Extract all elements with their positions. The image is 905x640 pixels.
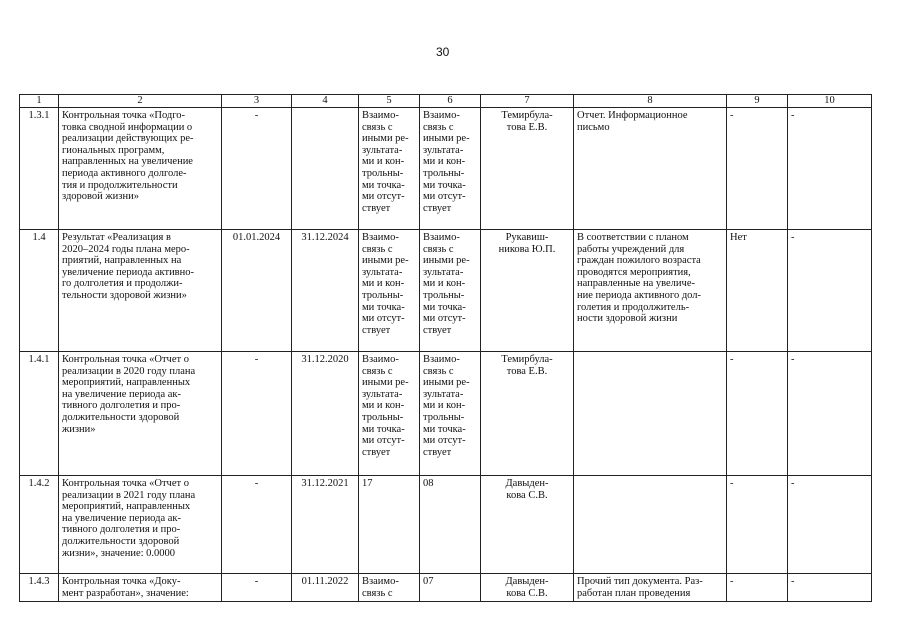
row-name: Контрольная точка «Подго- товка сводной информации о реализации действующих ре- гиональных программ, направленных на увеличение периода активного долголе- тия и продолжительности здоровой жизни» — [59, 108, 222, 230]
row-responsible: Темирбула- това Е.В. — [481, 108, 574, 230]
table-row — [20, 230, 872, 352]
row-responsible: Рукавиш- никова Ю.П. — [481, 230, 574, 352]
row-column-5: Взаимо- связь с иными ре- зультата- ми и кон- трольны- ми точка- ми отсут- ствует — [359, 230, 420, 352]
row-end-date: 31.12.2021 — [292, 476, 359, 574]
row-number: 1.4 — [20, 230, 59, 352]
row-name: Контрольная точка «Отчет о реализации в 2021 году плана мероприятий, направленных на увеличение периода ак- тивного долголетия и про- должительности здоровой жизни», значение: 0.0000 — [59, 476, 222, 574]
row-end-date: 01.11.2022 — [292, 574, 359, 602]
row-end-date — [292, 108, 359, 230]
row-column-9: - — [727, 352, 788, 476]
row-column-9: - — [727, 108, 788, 230]
row-column-9: - — [727, 574, 788, 602]
row-column-5: Взаимо- связь с иными ре- зультата- ми и кон- трольны- ми точка- ми отсут- ствует — [359, 352, 420, 476]
row-column-6: Взаимо- связь с иными ре- зультата- ми и кон- трольны- ми точка- ми отсут- ствует — [420, 230, 481, 352]
row-column-10: - — [788, 230, 872, 352]
column-header: 9 — [727, 95, 788, 108]
row-column-6: Взаимо- связь с иными ре- зультата- ми и кон- трольны- ми точка- ми отсут- ствует — [420, 108, 481, 230]
column-header: 2 — [59, 95, 222, 108]
row-column-10: - — [788, 352, 872, 476]
row-column-9: - — [727, 476, 788, 574]
row-name: Результат «Реализация в 2020–2024 годы плана меро- приятий, направленных на увеличение периода активно- го долголетия и продолжи- тельности здоровой жизни» — [59, 230, 222, 352]
row-column-8 — [574, 352, 727, 476]
row-column-10: - — [788, 476, 872, 574]
table-row — [20, 574, 872, 602]
row-column-10: - — [788, 108, 872, 230]
page-number: 30 — [436, 45, 450, 59]
column-header: 10 — [788, 95, 872, 108]
row-column-8: Отчет. Информационное письмо — [574, 108, 727, 230]
row-number: 1.4.2 — [20, 476, 59, 574]
column-header: 5 — [359, 95, 420, 108]
row-start-date: - — [222, 352, 292, 476]
control-points-table — [19, 94, 872, 602]
row-responsible: Давыден- кова С.В. — [481, 574, 574, 602]
row-column-6: 07 — [420, 574, 481, 602]
column-header: 6 — [420, 95, 481, 108]
table-row — [20, 352, 872, 476]
row-start-date: - — [222, 476, 292, 574]
row-number: 1.4.1 — [20, 352, 59, 476]
row-start-date: - — [222, 108, 292, 230]
table-header-row — [20, 95, 872, 108]
row-column-5: Взаимо- связь с — [359, 574, 420, 602]
row-responsible: Темирбула- това Е.В. — [481, 352, 574, 476]
row-column-8 — [574, 476, 727, 574]
row-column-5: Взаимо- связь с иными ре- зультата- ми и кон- трольны- ми точка- ми отсут- ствует — [359, 108, 420, 230]
row-end-date: 31.12.2020 — [292, 352, 359, 476]
row-column-5: 17 — [359, 476, 420, 574]
row-start-date: - — [222, 574, 292, 602]
row-column-10: - — [788, 574, 872, 602]
column-header: 4 — [292, 95, 359, 108]
row-number: 1.4.3 — [20, 574, 59, 602]
row-column-8: В соответствии с планом работы учреждений для граждан пожилого возраста проводятся мероприятия, направленные на увеличе- ние периода активного дол- голетия и продолжитель- ности здоровой жизни — [574, 230, 727, 352]
row-end-date: 31.12.2024 — [292, 230, 359, 352]
row-number: 1.3.1 — [20, 108, 59, 230]
column-header: 7 — [481, 95, 574, 108]
table-row — [20, 108, 872, 230]
row-column-9: Нет — [727, 230, 788, 352]
row-responsible: Давыден- кова С.В. — [481, 476, 574, 574]
row-name: Контрольная точка «Доку- мент разработан», значение: — [59, 574, 222, 602]
row-start-date: 01.01.2024 — [222, 230, 292, 352]
column-header: 8 — [574, 95, 727, 108]
row-column-8: Прочий тип документа. Раз- работан план проведения — [574, 574, 727, 602]
table-row — [20, 476, 872, 574]
column-header: 1 — [20, 95, 59, 108]
column-header: 3 — [222, 95, 292, 108]
row-column-6: 08 — [420, 476, 481, 574]
row-name: Контрольная точка «Отчет о реализации в 2020 году плана мероприятий, направленных на увеличение периода ак- тивного долголетия и про- должительности здоровой жизни» — [59, 352, 222, 476]
row-column-6: Взаимо- связь с иными ре- зультата- ми и кон- трольны- ми точка- ми отсут- ствует — [420, 352, 481, 476]
